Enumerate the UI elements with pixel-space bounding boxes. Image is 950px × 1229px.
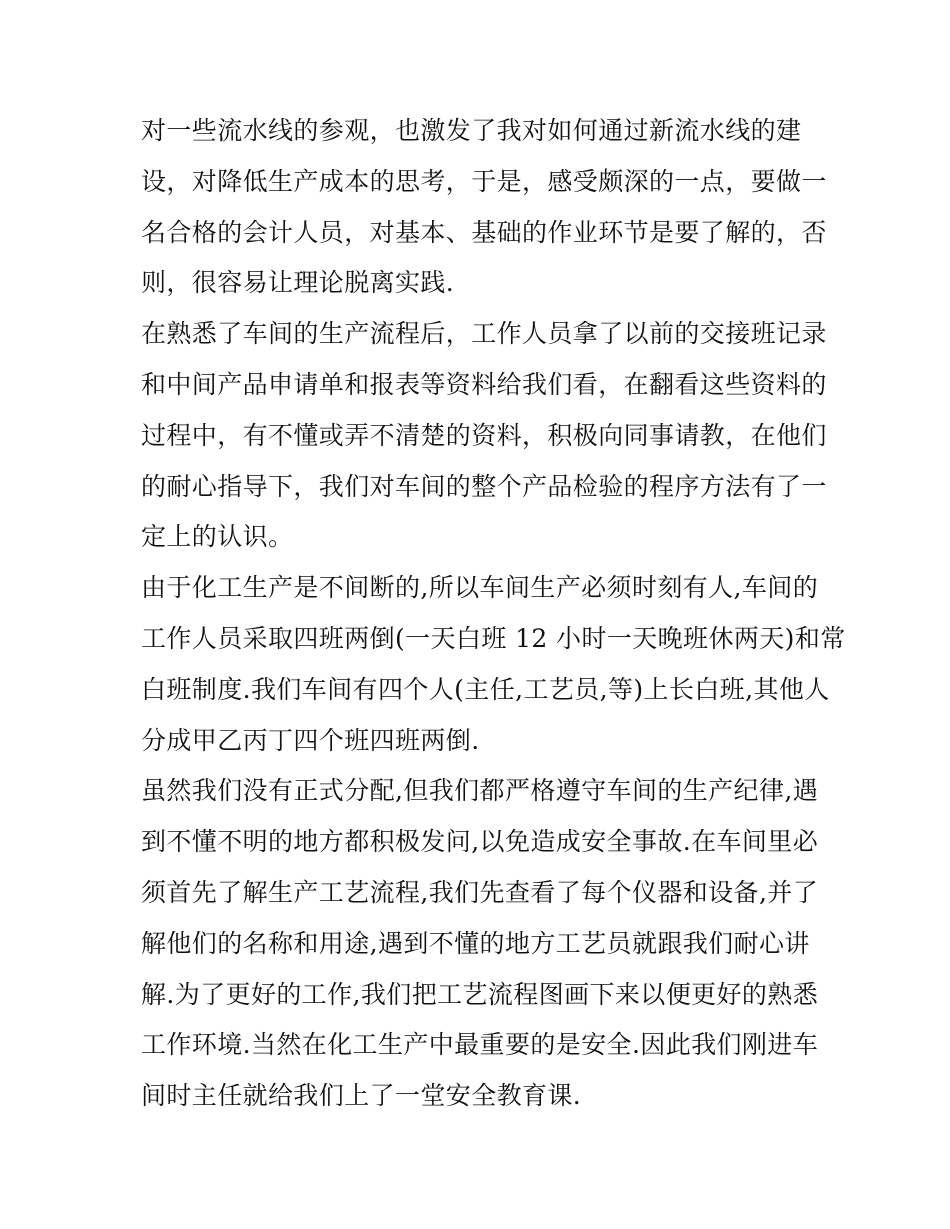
text-line: 名合格的会计人员，对基本、基础的作业环节是要了解的，否 — [141, 217, 827, 247]
text-line: 设，对降低生产成本的思考，于是，感受颇深的一点，要做一 — [141, 166, 827, 196]
text-line: 对一些流水线的参观，也激发了我对如何通过新流水线的建 — [141, 116, 802, 145]
text-line: 在熟悉了车间的生产流程后，工作人员拿了以前的交接班记录 — [141, 319, 827, 349]
text-line: 定上的认识。 — [141, 522, 294, 552]
document-body — [141, 106, 846, 1122]
text-line: 由于化工生产是不间断的,所以车间生产必须时刻有人,车间的 — [141, 573, 819, 603]
text-line: 和中间产品申请单和报表等资料给我们看，在翻看这些资料的 — [141, 369, 827, 399]
text-line: 白班制度.我们车间有四个人(主任,工艺员,等)上长白班,其他人 — [141, 674, 830, 704]
text-line: 工作环境.当然在化工生产中最重要的是安全.因此我们刚进车 — [141, 1030, 819, 1060]
text-line: 则，很容易让理论脱离实践. — [141, 268, 455, 298]
text-line: 间时主任就给我们上了一堂安全教育课. — [141, 1081, 582, 1111]
text-line: 到不懂不明的地方都积极发问,以免造成安全事故.在车间里必 — [141, 827, 819, 857]
text-line: 解他们的名称和用途,遇到不懂的地方工艺员就跟我们耐心讲 — [141, 928, 810, 958]
text-line: 分成甲乙丙丁四个班四班两倒. — [141, 725, 480, 755]
paragraph-3 — [141, 563, 846, 766]
text-line: 解.为了更好的工作,我们把工艺流程图画下来以便更好的熟悉 — [141, 979, 819, 1009]
paragraph-2 — [141, 309, 827, 563]
paragraph-4 — [141, 766, 821, 1122]
paragraph-1 — [141, 106, 827, 309]
text-line: 过程中，有不懂或弄不清楚的资料，积极向同事请教，在他们 — [141, 420, 827, 450]
text-line: 须首先了解生产工艺流程,我们先查看了每个仪器和设备,并了 — [141, 877, 819, 907]
text-line: 虽然我们没有正式分配,但我们都严格遵守车间的生产纪律,遇 — [141, 776, 819, 806]
text-line: 的耐心指导下，我们对车间的整个产品检验的程序方法有了一 — [141, 471, 827, 501]
text-line: 工作人员采取四班两倒(一天白班 12 小时一天晚班休两天)和常 — [141, 623, 846, 653]
